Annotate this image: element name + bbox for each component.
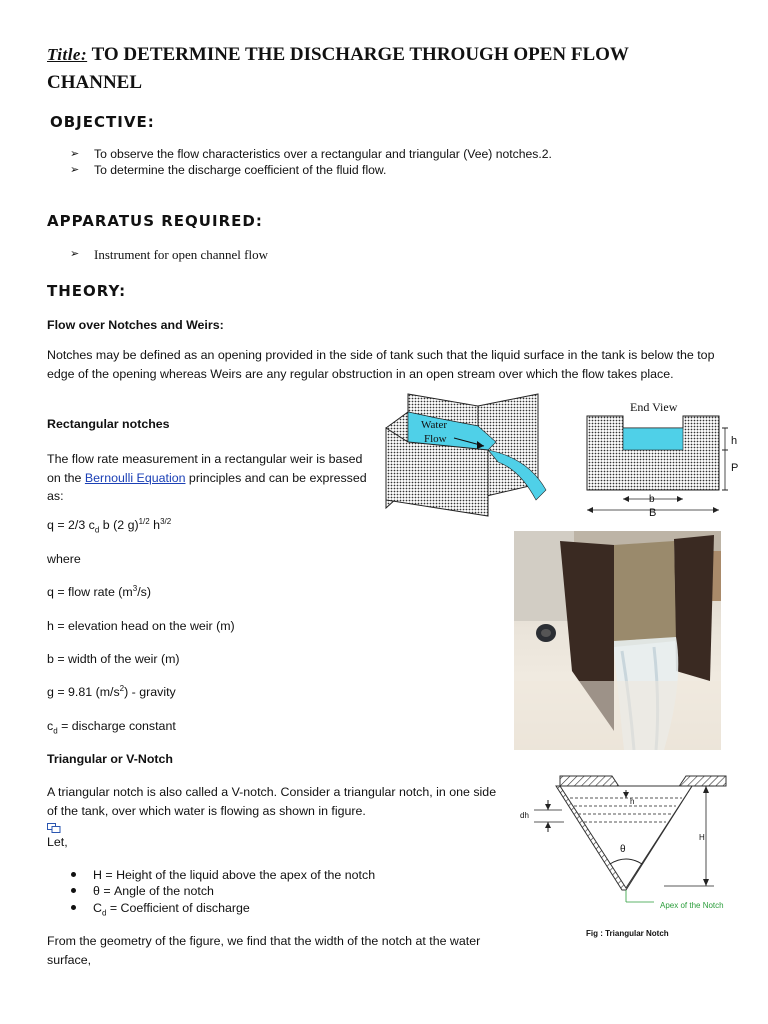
let-item-theta: θ = Angle of the notch (93, 882, 214, 901)
rect-text: The flow rate measurement in a rectangular weir is based on the Bernoulli Equation principles and can be expressed as: (47, 452, 367, 503)
triangular-notch-diagram (514, 768, 750, 944)
tri-text: A triangular notch is also called a V-notch. Consider a triangular notch, in one side of the tank, over which water is flowing as shown in figure. (47, 785, 497, 818)
def-g: g = 9.81 $(m/s^2)$ - gravity (47, 683, 176, 699)
svg-text:dh: dh (520, 811, 529, 820)
rect-heading: Rectangular notches (47, 417, 170, 431)
let-label: Let, (47, 835, 68, 849)
objective-item-1: ➢ To observe the flow characteristics over a rectangular and triangular (Vee) notches.2. (70, 147, 552, 161)
theory-subheading: Flow over Notches and Weirs: (47, 318, 224, 332)
let-item-cd: $C_d$ = Coefficient of discharge (93, 899, 250, 918)
theory-intro: Notches may be defined as an opening provided in the side of tank such that the liquid surface in the tank is below the top edge of the opening whereas Weirs are any regular obstruction in an open stream over which the flow takes place. (47, 348, 715, 381)
let-item-H: H = Height of the liquid above the apex of the notch (93, 866, 375, 885)
arrow-bullet-icon: ➢ (70, 148, 80, 160)
bullet-dot-icon (71, 872, 76, 877)
title-line-2: CHANNEL (47, 72, 143, 93)
svg-text:H: H (699, 833, 705, 842)
def-h: h = elevation head on the weir (m) (47, 619, 235, 633)
end-view-diagram (585, 398, 745, 520)
closing-text: From the geometry of the figure, we find that the width of the notch at the water surface, (47, 934, 481, 967)
bullet-dot-icon (71, 905, 76, 910)
def-q: q = flow rate $(m^3/s)$ (47, 583, 151, 599)
apparatus-heading: APPARATUS REQUIRED: (47, 212, 263, 230)
apparatus-item-1: ➢ Instrument for open channel flow (70, 247, 269, 262)
bullet-dot-icon (71, 888, 76, 893)
svg-text:P: P (731, 462, 739, 474)
title-lead: Title: (47, 45, 88, 64)
bernoulli-equation-link[interactable]: Bernoulli Equation (84, 470, 186, 485)
title-line-1: TO DETERMINE THE DISCHARGE THROUGH OPEN FLOW (91, 44, 629, 65)
rect-formula: q = 2/3 $c_d$ b (2 g)$^{1/2}$ $h^{3/2}$ (47, 516, 172, 535)
weir-photo (514, 531, 721, 750)
svg-text:Apex of the Notch: Apex of the Notch (660, 901, 724, 910)
arrow-bullet-icon: ➢ (70, 247, 80, 260)
tri-heading: Triangular or V-Notch (47, 752, 173, 766)
svg-text:b: b (649, 494, 655, 505)
svg-text:h: h (731, 435, 738, 447)
objective-item-2: ➢ To determine the discharge coefficient of the fluid flow. (70, 163, 387, 177)
svg-text:h: h (630, 797, 635, 806)
def-cd: $c_d$ = discharge constant (47, 719, 176, 736)
svg-text:Water: Water (421, 419, 447, 431)
def-b: b = width of the weir (m) (47, 652, 180, 666)
svg-text:End View: End View (630, 400, 678, 414)
svg-text:θ: θ (620, 844, 626, 855)
page-title (47, 44, 629, 66)
weir-flow-diagram (378, 388, 558, 520)
objective-heading: OBJECTIVE: (50, 113, 155, 131)
anchor-icon[interactable] (47, 823, 61, 833)
svg-text:Flow: Flow (424, 433, 447, 445)
svg-text:Fig : Triangular Notch: Fig : Triangular Notch (586, 929, 669, 938)
where-label: where (47, 552, 81, 566)
arrow-bullet-icon: ➢ (70, 164, 80, 176)
svg-text:B: B (649, 507, 657, 519)
theory-heading: THEORY: (47, 282, 127, 300)
weir-photo-illustration (514, 531, 721, 750)
